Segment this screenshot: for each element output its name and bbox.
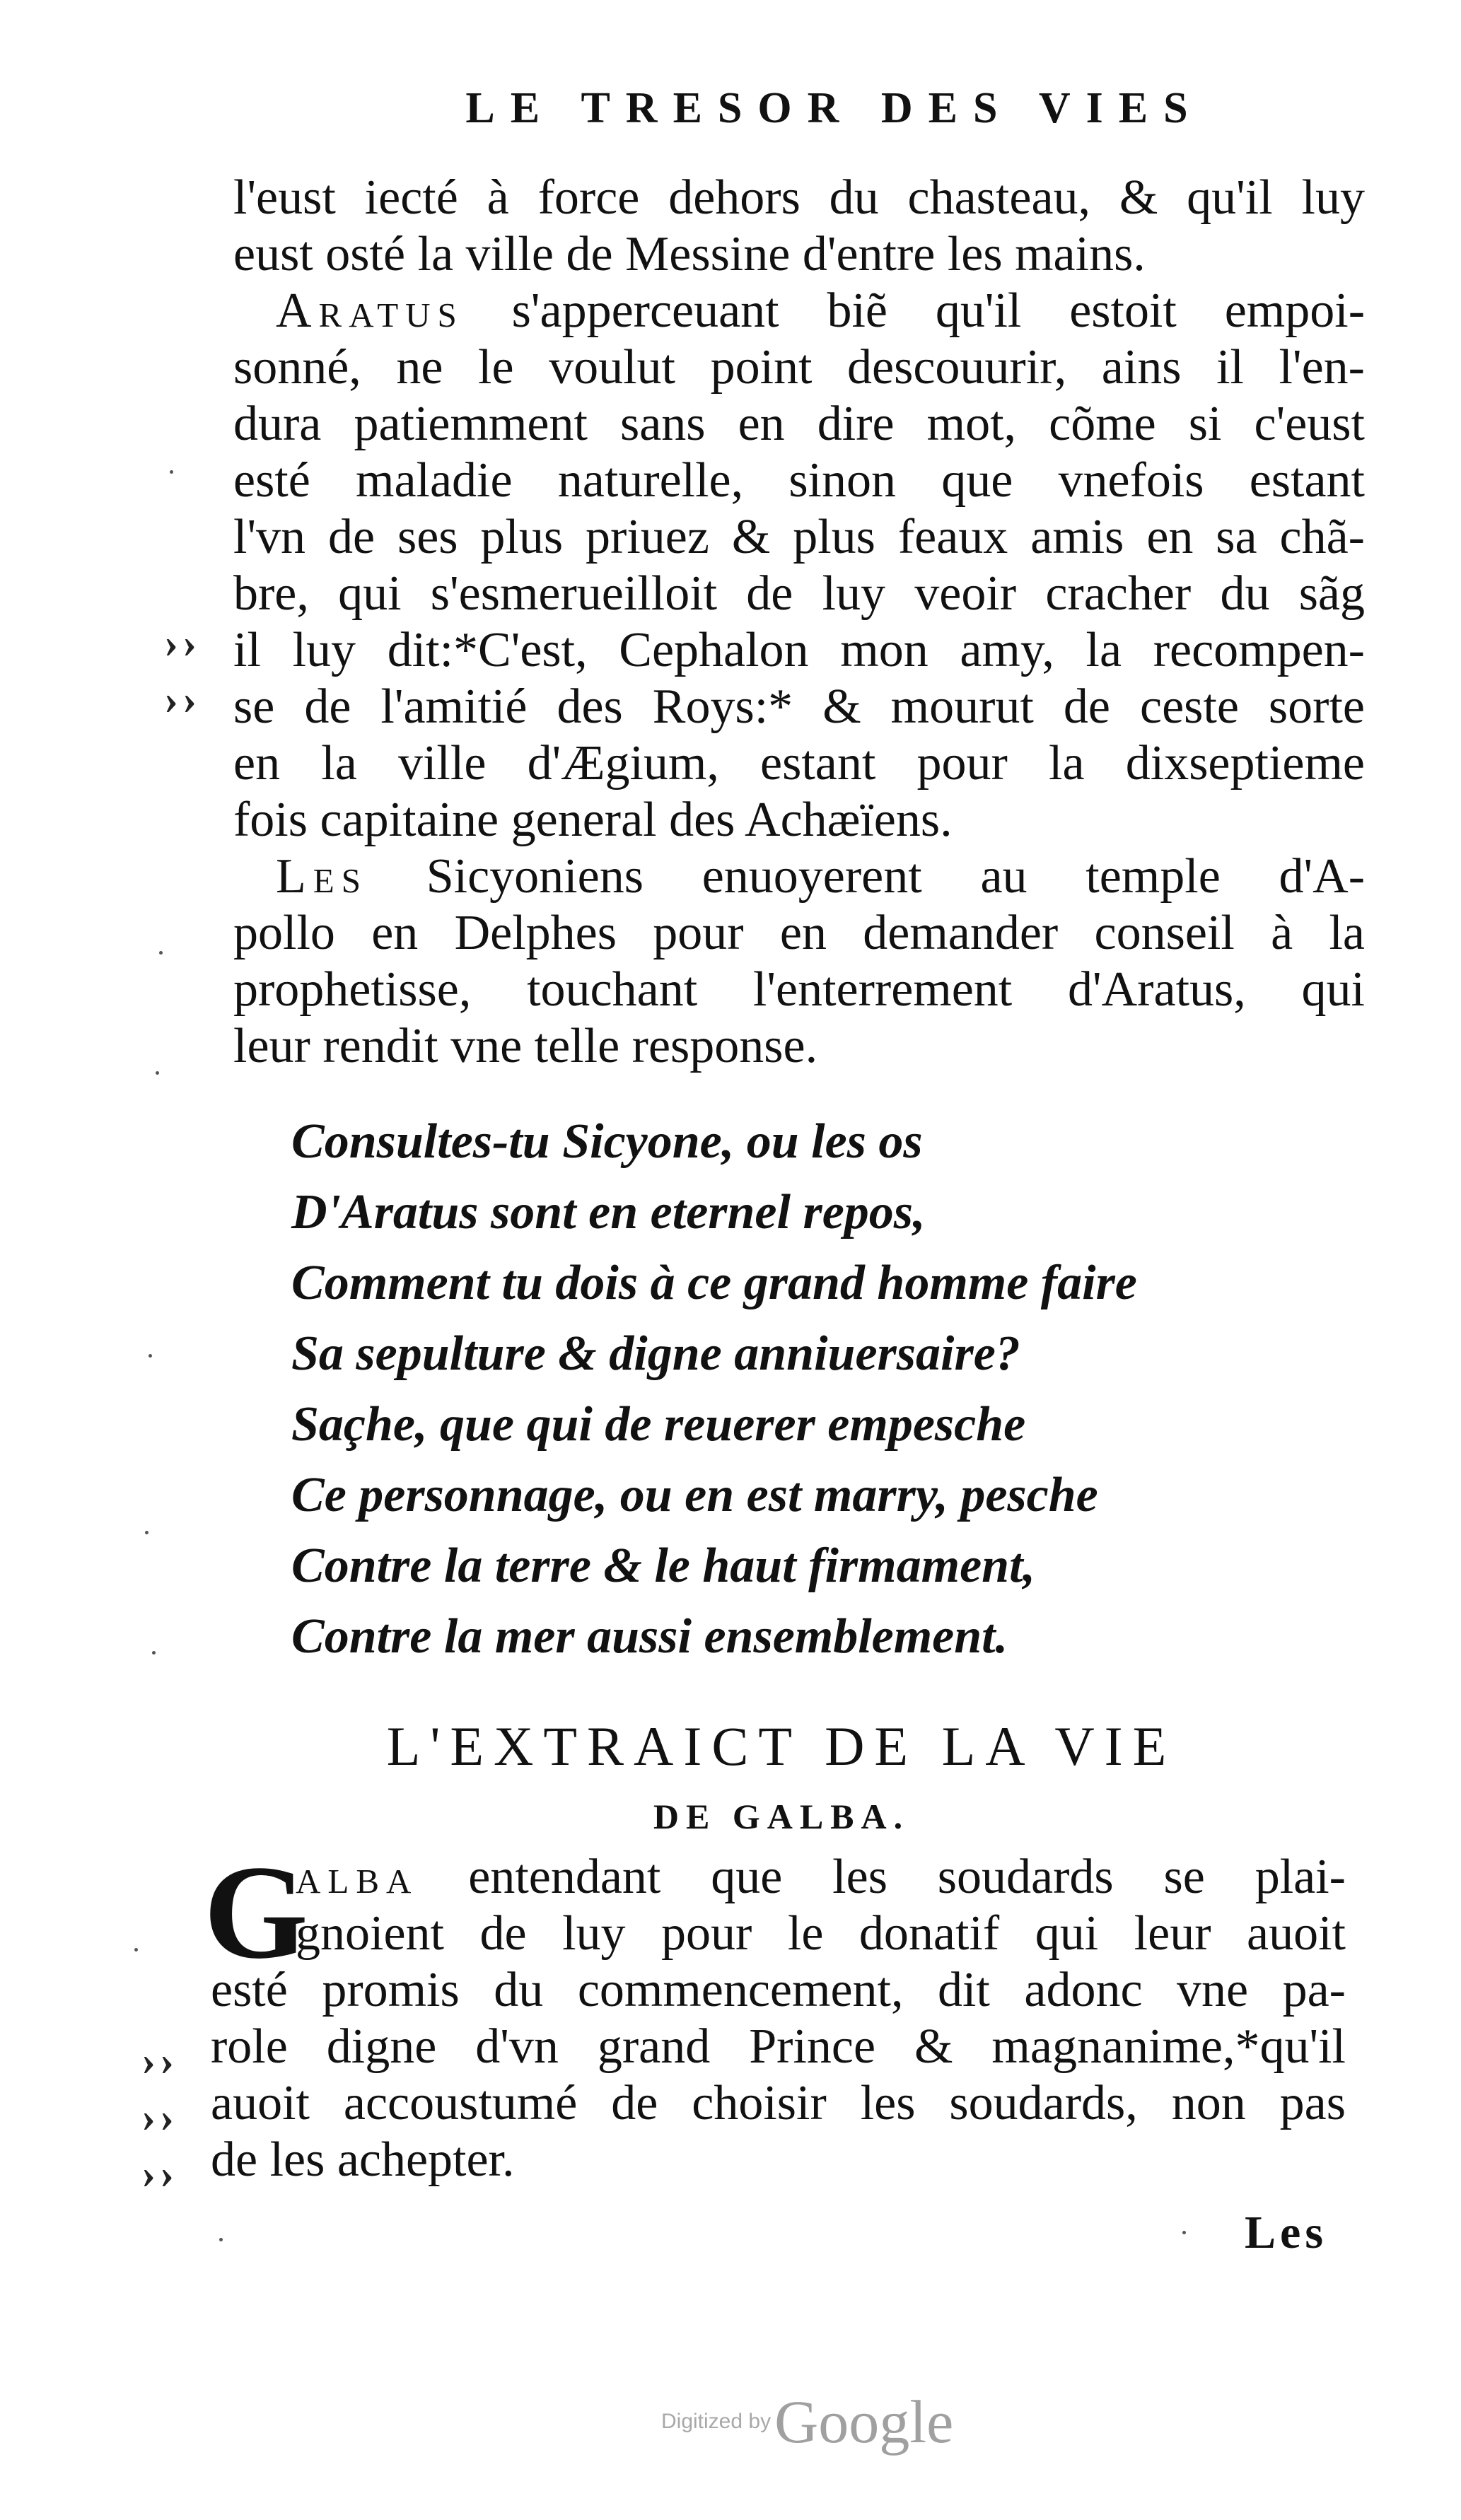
digitized-by-label: Digitized by bbox=[661, 2410, 772, 2433]
name-small-caps: Aratus bbox=[276, 284, 464, 338]
text-line: prophetisse, touchant l'enterrement d'Aratus, qui bbox=[233, 962, 1365, 1017]
margin-quote-mark: ›› bbox=[141, 2037, 178, 2084]
margin-quote-mark: ›› bbox=[164, 676, 201, 723]
text-line-rest: entendant que les soudards se plai- bbox=[468, 1850, 1346, 1904]
verse-line: D'Aratus sont en eternel repos, bbox=[291, 1185, 926, 1239]
verse-line: Ce personnage, ou en est marry, pesche bbox=[291, 1468, 1098, 1522]
oracle-verse bbox=[291, 1107, 1211, 1672]
section-heading: L'EXTRAICT DE LA VIE bbox=[386, 1715, 1177, 1777]
text-line: leur rendit vne telle response. bbox=[233, 1019, 818, 1073]
lead-small-caps: Les bbox=[276, 849, 368, 904]
digitized-by-watermark bbox=[661, 2386, 986, 2457]
text-line bbox=[233, 283, 1365, 339]
text-line: l'vn de ses plus priuez & plus feaux amis en sa chã- bbox=[233, 510, 1365, 564]
sicyon-passage bbox=[233, 848, 1365, 1075]
running-head: LE TRESOR DES VIES bbox=[465, 84, 1204, 132]
verse-line: Contre la terre & le haut firmament, bbox=[291, 1539, 1036, 1593]
verse-line: Sa sepulture & digne anniuersaire? bbox=[291, 1326, 1020, 1381]
text-line-rest: s'apperceuant biẽ qu'il estoit empoi- bbox=[511, 284, 1365, 338]
verse-line: Contre la mer aussi ensemblement. bbox=[291, 1609, 1008, 1664]
name-small-caps: alba bbox=[296, 1850, 419, 1904]
text-line: il luy dit:*C'est, Cephalon mon amy, la recompen- bbox=[233, 623, 1365, 677]
print-speck bbox=[156, 1071, 159, 1075]
text-line: dura patiemment sans en dire mot, cõme si c'eust bbox=[233, 397, 1365, 451]
drop-cap: G bbox=[204, 1838, 308, 1987]
text-line: l'eust iecté à force dehors du chasteau, & qu'il luy bbox=[233, 170, 1365, 225]
text-line bbox=[233, 848, 1365, 905]
text-line: auoit accoustumé de choisir les soudards, non pas bbox=[211, 2076, 1346, 2130]
text-line: en la ville d'Ægium, estant pour la dixseptieme bbox=[233, 736, 1365, 791]
text-line: eust osté la ville de Messine d'entre les mains. bbox=[233, 227, 1146, 281]
print-speck bbox=[1182, 2231, 1186, 2234]
text-line: de les achepter. bbox=[211, 2133, 515, 2187]
verse-line: Comment tu dois à ce grand homme faire bbox=[291, 1256, 1137, 1310]
section-subheading: DE GALBA. bbox=[653, 1797, 910, 1836]
margin-quote-mark: ›› bbox=[141, 2094, 178, 2140]
print-speck bbox=[149, 1354, 152, 1358]
verse-line: Consultes-tu Sicyone, ou les os bbox=[291, 1114, 923, 1169]
print-speck bbox=[219, 2238, 223, 2241]
print-speck bbox=[159, 951, 163, 955]
catchword: Les bbox=[1245, 2207, 1327, 2258]
text-line: role digne d'vn grand Prince & magnanime,*qu'il bbox=[211, 2019, 1346, 2074]
text-line: esté maladie naturelle, sinon que vnefois estant bbox=[233, 453, 1365, 508]
google-logo: Google bbox=[774, 2388, 954, 2456]
text-line: pollo en Delphes pour en demander conseil à la bbox=[233, 906, 1365, 960]
text-line: sonné, ne le voulut point descouurir, ains il l'en- bbox=[233, 340, 1365, 395]
verse-line: Saçhe, que qui de reuerer empesche bbox=[291, 1397, 1026, 1452]
text-line-rest: Sicyoniens enuoyerent au temple d'A- bbox=[426, 849, 1365, 904]
print-speck bbox=[170, 470, 173, 474]
print-speck bbox=[152, 1651, 156, 1655]
margin-quote-mark: ›› bbox=[141, 2150, 178, 2197]
text-line: gnoient de luy pour le donatif qui leur auoit bbox=[296, 1906, 1346, 1961]
text-line bbox=[211, 1849, 1346, 1906]
text-line: esté promis du commencement, dit adonc vne pa- bbox=[211, 1963, 1346, 2017]
text-line: se de l'amitié des Roys:* & mourut de ceste sorte bbox=[233, 679, 1365, 734]
text-line: bre, qui s'esmerueilloit de luy veoir cracher du sãg bbox=[233, 566, 1365, 621]
galba-passage bbox=[211, 1849, 1346, 2188]
print-speck bbox=[134, 1948, 138, 1952]
text-line: fois capitaine general des Achæïens. bbox=[233, 793, 953, 847]
margin-quote-mark: ›› bbox=[164, 619, 201, 666]
print-speck bbox=[145, 1531, 149, 1534]
aratus-passage bbox=[233, 170, 1365, 848]
